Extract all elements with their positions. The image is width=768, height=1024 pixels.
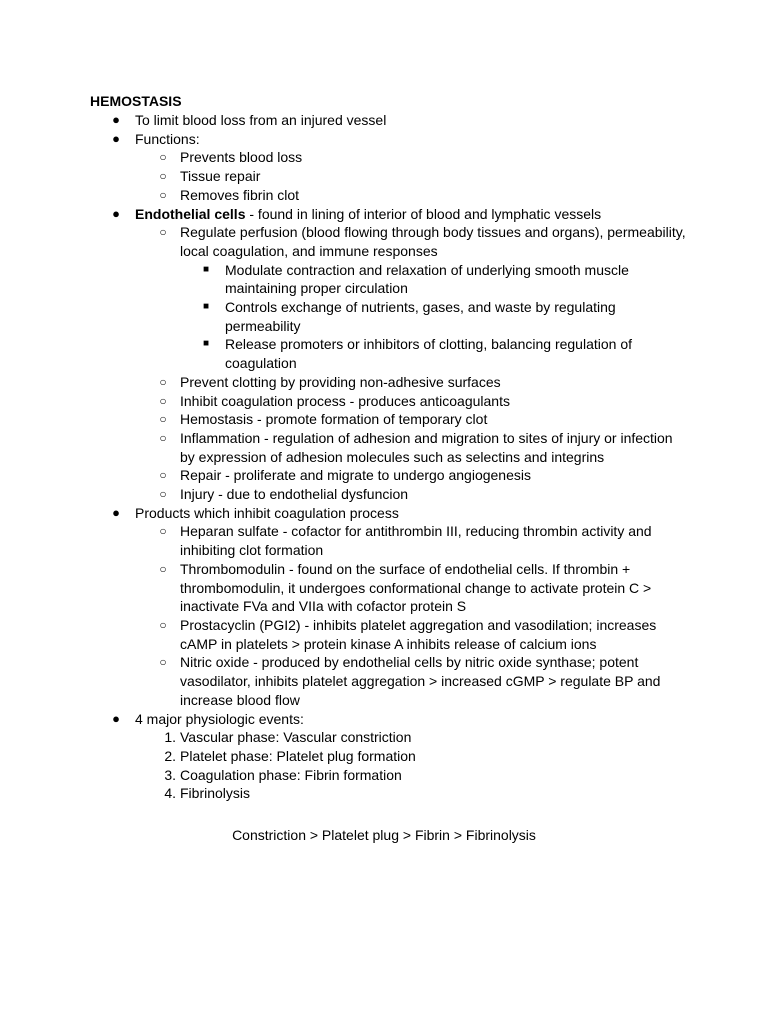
list-item-text: Tissue repair [180, 168, 261, 185]
number-marker: 4. [164, 785, 176, 802]
number-marker: 1. [164, 729, 176, 746]
functions-list [90, 148, 690, 204]
events-list [90, 728, 690, 803]
list-item [90, 111, 690, 130]
main-list [90, 504, 690, 523]
list-item [90, 784, 690, 803]
endothelial-heading: Endothelial cells [135, 205, 246, 222]
list-item [90, 728, 690, 747]
list-item-text: Release promoters or inhibitors of clotting, balancing regulation of coagulation [225, 336, 633, 372]
products-list [90, 522, 690, 709]
circle-marker: ○ [159, 561, 167, 576]
number-marker: 3. [164, 766, 176, 783]
endothelial-list [90, 223, 690, 260]
list-item-text: Prevents blood loss [180, 149, 303, 166]
list-item [90, 205, 690, 224]
list-item [90, 485, 690, 504]
list-item [90, 373, 690, 392]
list-item-text: Coagulation phase: Fibrin formation [180, 766, 402, 783]
list-item-text: Inflammation - regulation of adhesion and migration to sites of injury or infection by expression of adhesion molecules such as selectins and integrins [180, 429, 673, 465]
list-item [90, 298, 690, 335]
list-item [90, 261, 690, 298]
list-item [90, 522, 690, 559]
list-item [90, 392, 690, 411]
flow-summary: Constriction > Platelet plug > Fibrin > Fibrinolysis [232, 827, 536, 843]
square-marker: ■ [202, 338, 210, 350]
endothelial-list [90, 373, 690, 504]
main-list [90, 710, 690, 729]
list-item [90, 130, 690, 149]
bullet-marker: ● [112, 504, 120, 520]
circle-marker: ○ [159, 169, 167, 184]
list-item [90, 504, 690, 523]
bullet-marker: ● [112, 205, 120, 221]
list-item [90, 747, 690, 766]
list-item-text: Nitric oxide - produced by endothelial cells by nitric oxide synthase; potent vasodilator, inhibits platelet aggregation > increased cGMP > regulate BP and increase blood flow [180, 654, 661, 708]
circle-marker: ○ [159, 150, 167, 165]
circle-marker: ○ [159, 187, 167, 202]
number-marker: 2. [164, 747, 176, 764]
list-item [90, 429, 690, 466]
list-item [90, 466, 690, 485]
list-item [90, 335, 690, 372]
list-item [90, 766, 690, 785]
bullet-marker: ● [112, 710, 120, 726]
circle-marker: ○ [159, 430, 167, 445]
circle-marker: ○ [159, 225, 167, 240]
circle-marker: ○ [159, 655, 167, 670]
document-title: HEMOSTASIS [90, 93, 182, 109]
circle-marker: ○ [159, 393, 167, 408]
circle-marker: ○ [159, 487, 167, 502]
list-item-text: Inhibit coagulation process - produces anticoagulants [180, 392, 510, 409]
list-item-text: Controls exchange of nutrients, gases, and waste by regulating permeability [225, 299, 616, 334]
list-item [90, 560, 690, 616]
list-item-text: Repair - proliferate and migrate to undergo angiogenesis [180, 467, 531, 484]
list-item-text: Regulate perfusion (blood flowing through body tissues and organs), permeability, local coagulation, and immune responses [180, 224, 686, 259]
circle-marker: ○ [159, 412, 167, 427]
circle-marker: ○ [159, 524, 167, 539]
circle-marker: ○ [159, 617, 167, 632]
list-item-text: Thrombomodulin - found on the surface of endothelial cells. If thrombin + thrombomodulin, it undergoes conformational change to activate protein C > inactivate FVa and VIIa with cofactor protein S [180, 560, 652, 615]
list-item-text: Products which inhibit coagulation process [135, 504, 399, 521]
circle-marker: ○ [159, 468, 167, 483]
list-item-text: 4 major physiologic events: [135, 710, 304, 727]
bullet-marker: ● [112, 112, 120, 127]
list-item-text: Injury - due to endothelial dysfuncion [180, 486, 409, 503]
list-item-text: Fibrinolysis [180, 785, 251, 802]
list-item [90, 410, 690, 429]
list-item-text: Removes fibrin clot [180, 186, 300, 203]
list-item [90, 186, 690, 205]
circle-marker: ○ [159, 374, 167, 389]
list-item [90, 148, 690, 167]
list-item-text: Hemostasis - promote formation of temporary clot [180, 411, 488, 428]
list-item-text: Prevent clotting by providing non-adhesive surfaces [180, 373, 501, 390]
square-marker: ■ [202, 301, 210, 313]
document-body [90, 92, 690, 803]
list-item [90, 167, 690, 186]
list-item-text: To limit blood loss from an injured vessel [135, 112, 387, 128]
list-item [90, 653, 690, 709]
list-item [90, 616, 690, 653]
square-marker: ■ [202, 263, 210, 275]
list-item-text: Heparan sulfate - cofactor for antithrombin III, reducing thrombin activity and inhibiting clot formation [180, 523, 652, 559]
list-item-text: Prostacyclin (PGI2) - inhibits platelet aggregation and vasodilation; increases cAMP in platelets > protein kinase A inhibits release of calcium ions [180, 616, 657, 652]
main-list [90, 205, 690, 224]
list-item-text: Modulate contraction and relaxation of underlying smooth muscle maintaining proper circulation [225, 261, 629, 297]
regulate-list [90, 261, 690, 373]
list-item-text: - found in lining of interior of blood and lymphatic vessels [245, 205, 602, 222]
list-item-text: Vascular phase: Vascular constriction [180, 729, 412, 746]
list-item [90, 223, 690, 260]
main-list [90, 111, 690, 148]
list-item-text: Functions: [135, 130, 200, 147]
list-item-text: Platelet phase: Platelet plug formation [180, 747, 416, 764]
list-item [90, 710, 690, 729]
bullet-marker: ● [112, 130, 120, 146]
